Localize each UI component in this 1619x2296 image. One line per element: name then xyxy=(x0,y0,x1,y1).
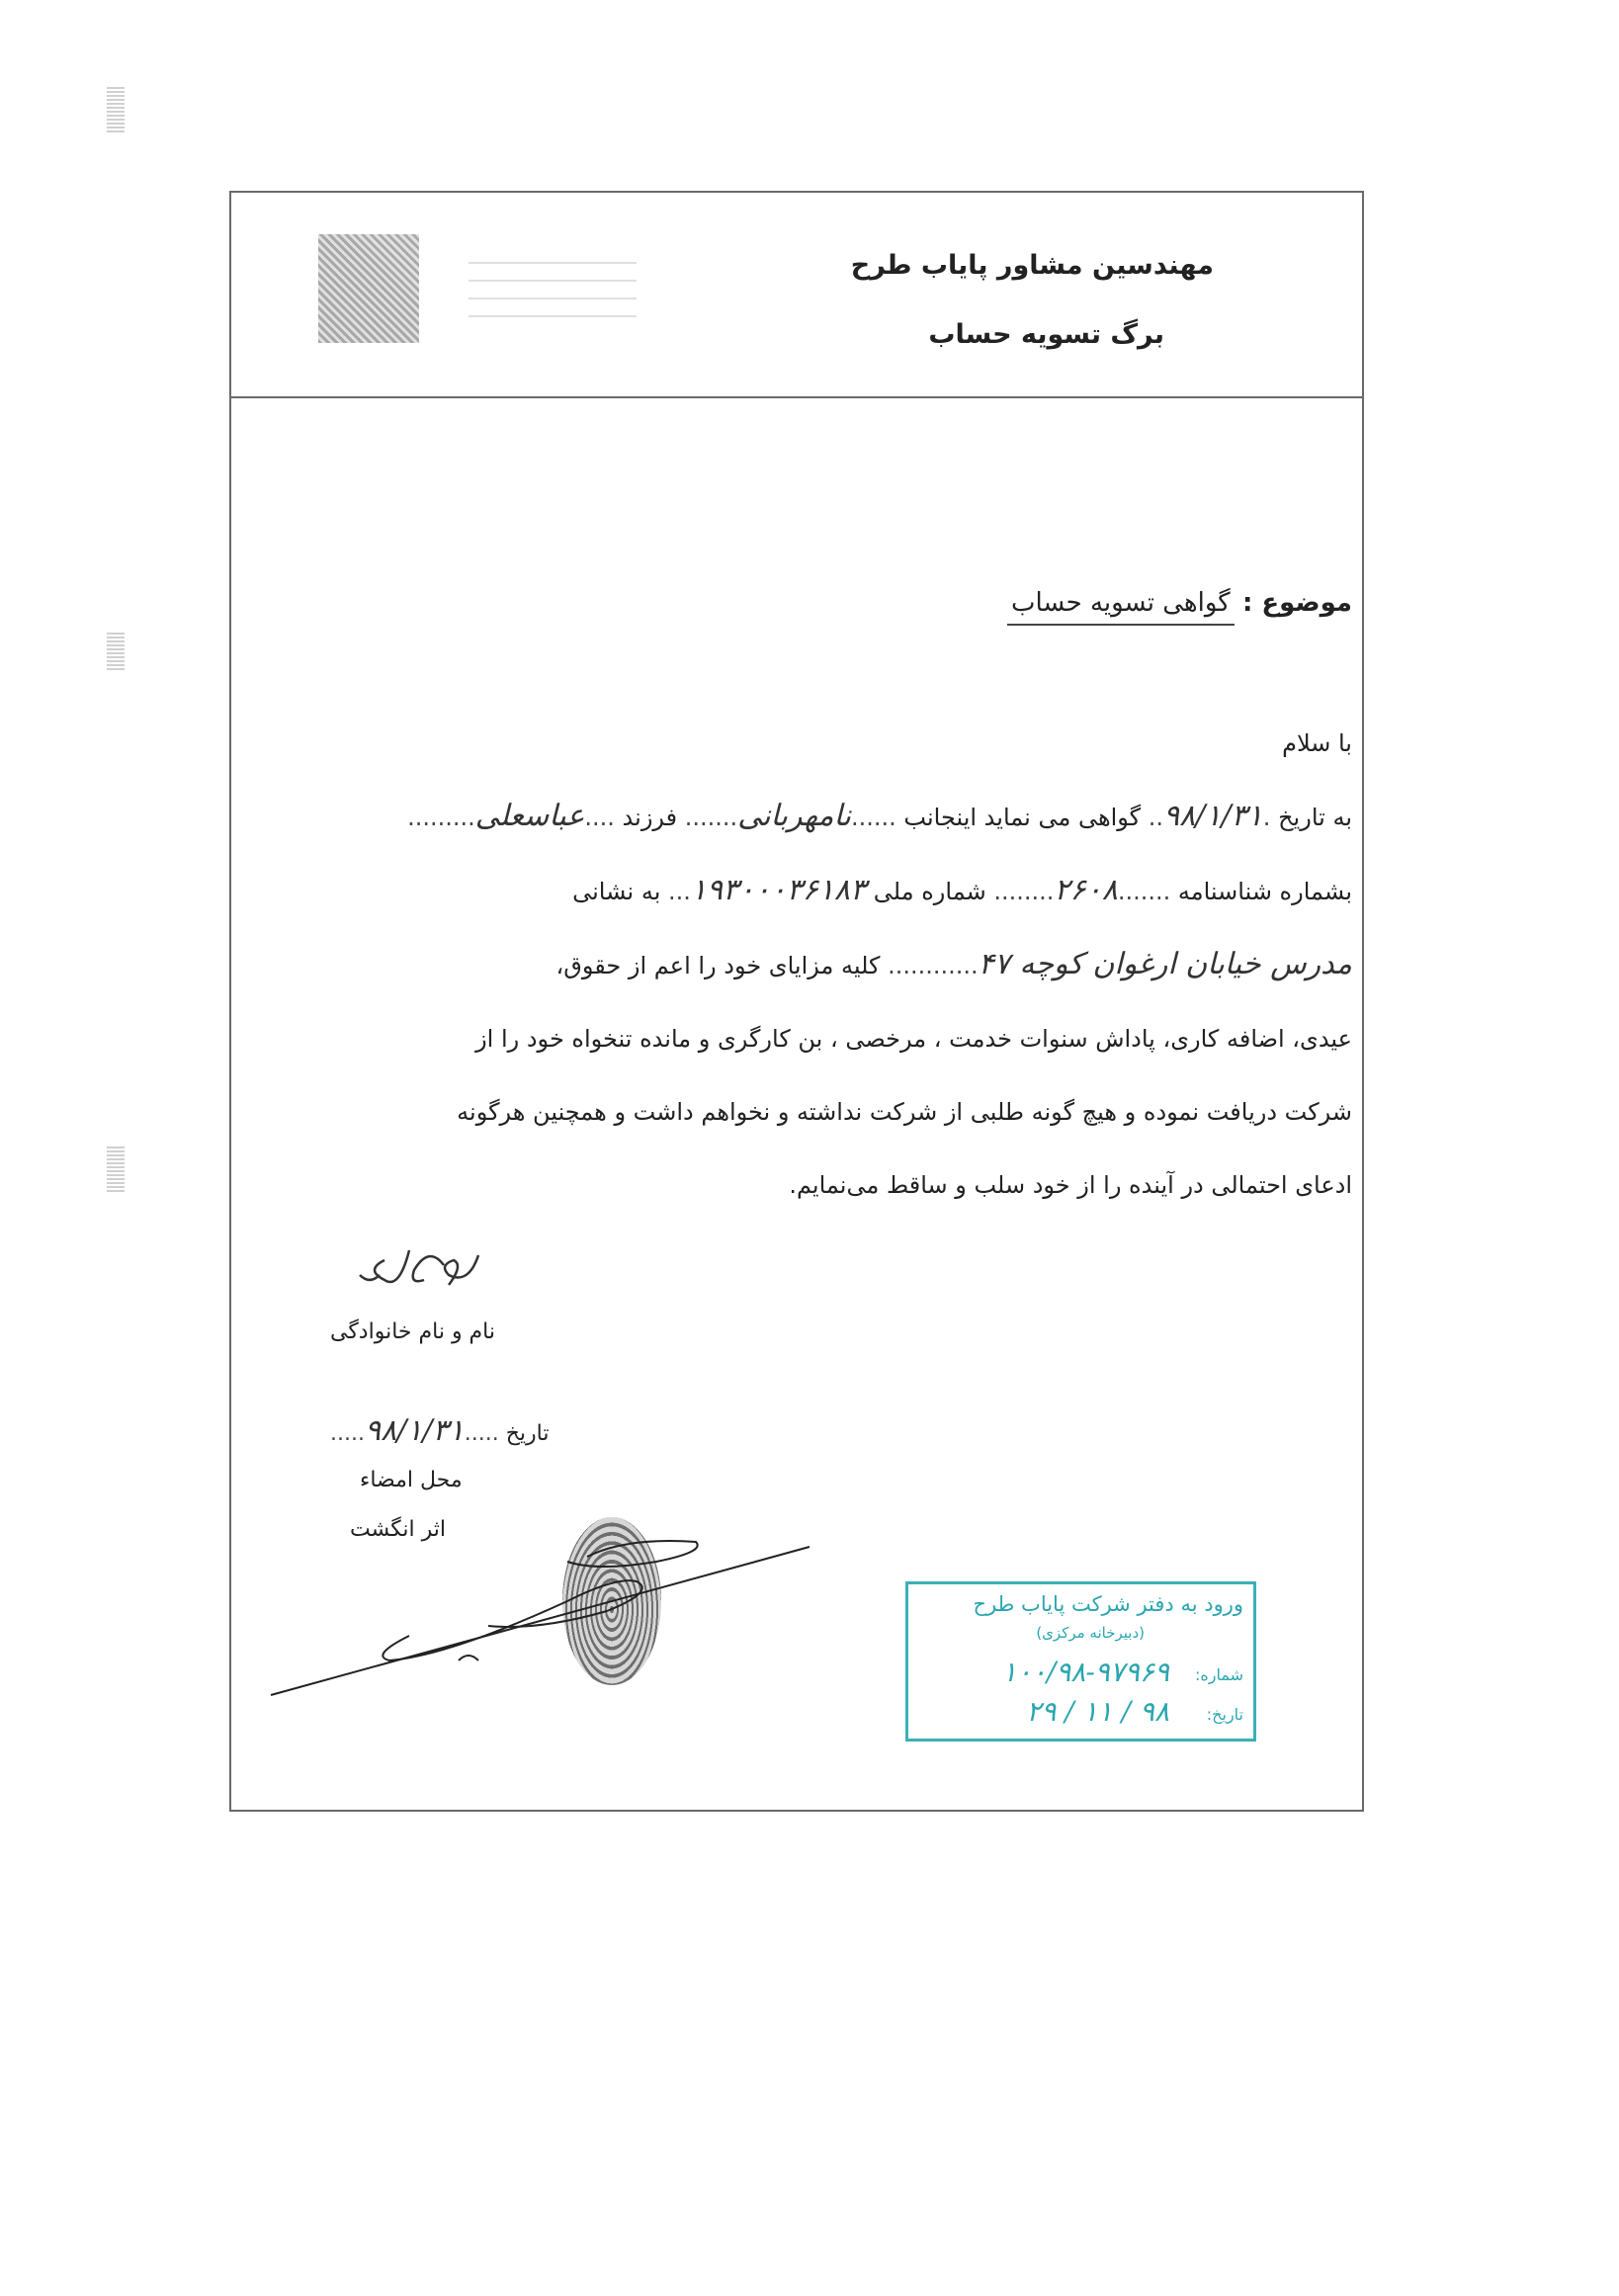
id-number: ۲۶۰۸ xyxy=(1054,873,1118,907)
benefits-text: کلیه مزایای خود را اعم از حقوق، xyxy=(555,952,881,979)
handwritten-name xyxy=(350,1235,488,1305)
stamp-number-value: ۱۰۰/۹۸-۹۷۹۶۹ xyxy=(1001,1656,1169,1688)
body-line-4: عیدی، اضافه کاری، پاداش سنوات خدمت ، مرخصی ، بن کارگری و مانده تنخواه خود را از xyxy=(475,1025,1352,1053)
signature-scribble xyxy=(261,1507,814,1705)
national-id-label: شماره ملی xyxy=(873,878,986,905)
registry-stamp xyxy=(905,1581,1256,1742)
settlement-form xyxy=(229,191,1364,1812)
national-id-number: ۱۹۳۰۰۰۳۶۱۸۳ xyxy=(690,873,867,907)
scan-artifact xyxy=(107,1147,125,1194)
certify-text: گواهی می نماید اینجانب xyxy=(903,804,1142,831)
scan-artifact xyxy=(107,633,125,670)
stamp-date-label: تاریخ: xyxy=(1206,1705,1243,1724)
subject-value: گواهی تسویه حساب xyxy=(1007,588,1235,626)
scan-artifact xyxy=(107,87,125,134)
address-value: مدرس خیابان ارغوان کوچه ۴۷ xyxy=(978,947,1352,981)
signature-date-label: تاریخ xyxy=(505,1421,550,1446)
company-name: مهندسین مشاور پایاب طرح xyxy=(850,250,1214,281)
subject-label: موضوع : xyxy=(1241,588,1352,618)
id-label: بشماره شناسنامه xyxy=(1177,878,1352,905)
stamp-date-value: ۹۸ / ۱۱ / ۲۹ xyxy=(1026,1695,1169,1728)
address-label: به نشانی xyxy=(572,878,661,905)
body-line-2: بشماره شناسنامه .......۲۶۰۸........ شماره ملی ۱۹۳۰۰۰۳۶۱۸۳... به نشانی xyxy=(572,873,1352,907)
signature-date-value: ۹۸/۱/۳۱ xyxy=(364,1413,465,1448)
form-header xyxy=(231,193,1362,398)
body-line-3: مدرس خیابان ارغوان کوچه ۴۷............ کلیه مزایای خود را اعم از حقوق، xyxy=(555,947,1352,981)
child-of-label: فرزند xyxy=(622,804,678,831)
form-title: برگ تسویه حساب xyxy=(928,319,1164,350)
date-prefix: به تاریخ xyxy=(1278,804,1352,831)
subject-line xyxy=(1007,588,1352,618)
greeting: با سلام xyxy=(1282,729,1352,757)
stamp-title: ورود به دفتر شرکت پایاب طرح xyxy=(973,1592,1243,1616)
stamp-subtitle: (دبیرخانه مرکزی) xyxy=(1036,1624,1145,1642)
sign-place-label: محل امضاء xyxy=(360,1468,463,1492)
father-name: عباسعلی xyxy=(474,799,585,833)
letter-body xyxy=(304,707,1352,1222)
logo-faint-text xyxy=(469,262,637,331)
employee-name: نامهربانی xyxy=(737,799,851,833)
company-logo xyxy=(318,234,419,343)
body-line-1: به تاریخ .۹۸/۱/۳۱.. گواهی می نماید اینجانب ......نامهربانی....... فرزند ....عباسعلی......... xyxy=(407,799,1352,833)
name-label: نام و نام خانوادگی xyxy=(330,1319,496,1344)
stamp-number-label: شماره: xyxy=(1194,1665,1243,1684)
body-line-6: ادعای احتمالی در آینده را از خود سلب و ساقط می‌نمایم. xyxy=(789,1171,1352,1199)
thumbprint-label: اثر انگشت xyxy=(350,1517,446,1542)
signature-date-row: تاریخ .....۹۸/۱/۳۱..... xyxy=(330,1413,550,1448)
body-line-5: شرکت دریافت نموده و هیچ گونه طلبی از شرکت نداشته و نخواهم داشت و همچنین هرگونه xyxy=(457,1098,1352,1126)
letter-date: ۹۸/۱/۳۱ xyxy=(1163,799,1263,833)
